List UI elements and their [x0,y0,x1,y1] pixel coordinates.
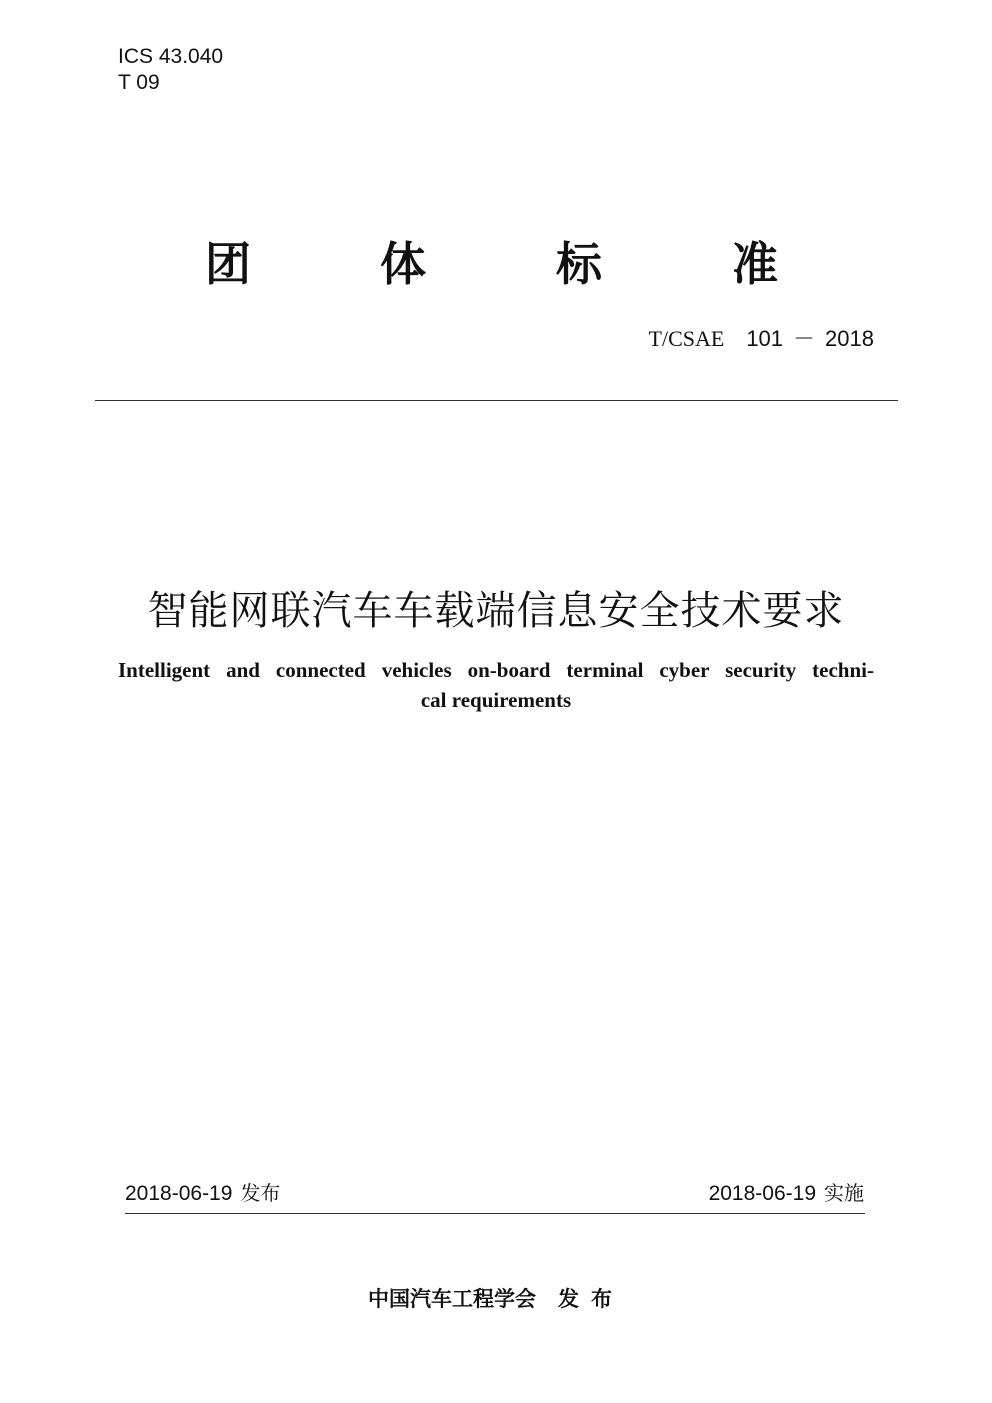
ics-code: ICS 43.040 [118,45,224,68]
publisher-name: 中国汽车工程学会 [368,1286,536,1311]
standard-number [649,322,874,353]
footer-divider [125,1213,865,1214]
standard-type-char: 体 [380,237,426,291]
standard-number-prefix: T/CSAE [648,326,725,351]
standard-number-year: 2018 [825,326,874,351]
publisher-verb: 发布 [558,1286,624,1311]
publish-label: 发布 [240,1181,281,1205]
implement-date: 2018-06-19 [708,1182,816,1205]
header-divider [95,400,898,401]
publisher-line [0,1284,992,1314]
standard-type-char: 团 [205,237,251,291]
standard-number-value: 101 [746,326,784,351]
title-chinese: 智能网联汽车车载端信息安全技术要求 [147,588,845,634]
implement-date-block [709,1178,864,1209]
classification-codes [118,44,223,96]
ccs-code: T 09 [118,71,160,94]
publish-date: 2018-06-19 [125,1182,233,1205]
standard-number-dash: － [793,326,816,351]
standard-type-char: 准 [732,237,778,291]
implement-label: 实施 [824,1181,864,1205]
title-english-line-1: Intelligent and connected vehicles on-board terminal cyber security techni- [118,658,874,682]
standard-type-char: 标 [556,237,602,291]
standard-type-heading [0,232,992,296]
title-english [118,655,874,715]
title-english-line-2: cal requirements [420,688,572,712]
publish-date-block [125,1178,280,1209]
